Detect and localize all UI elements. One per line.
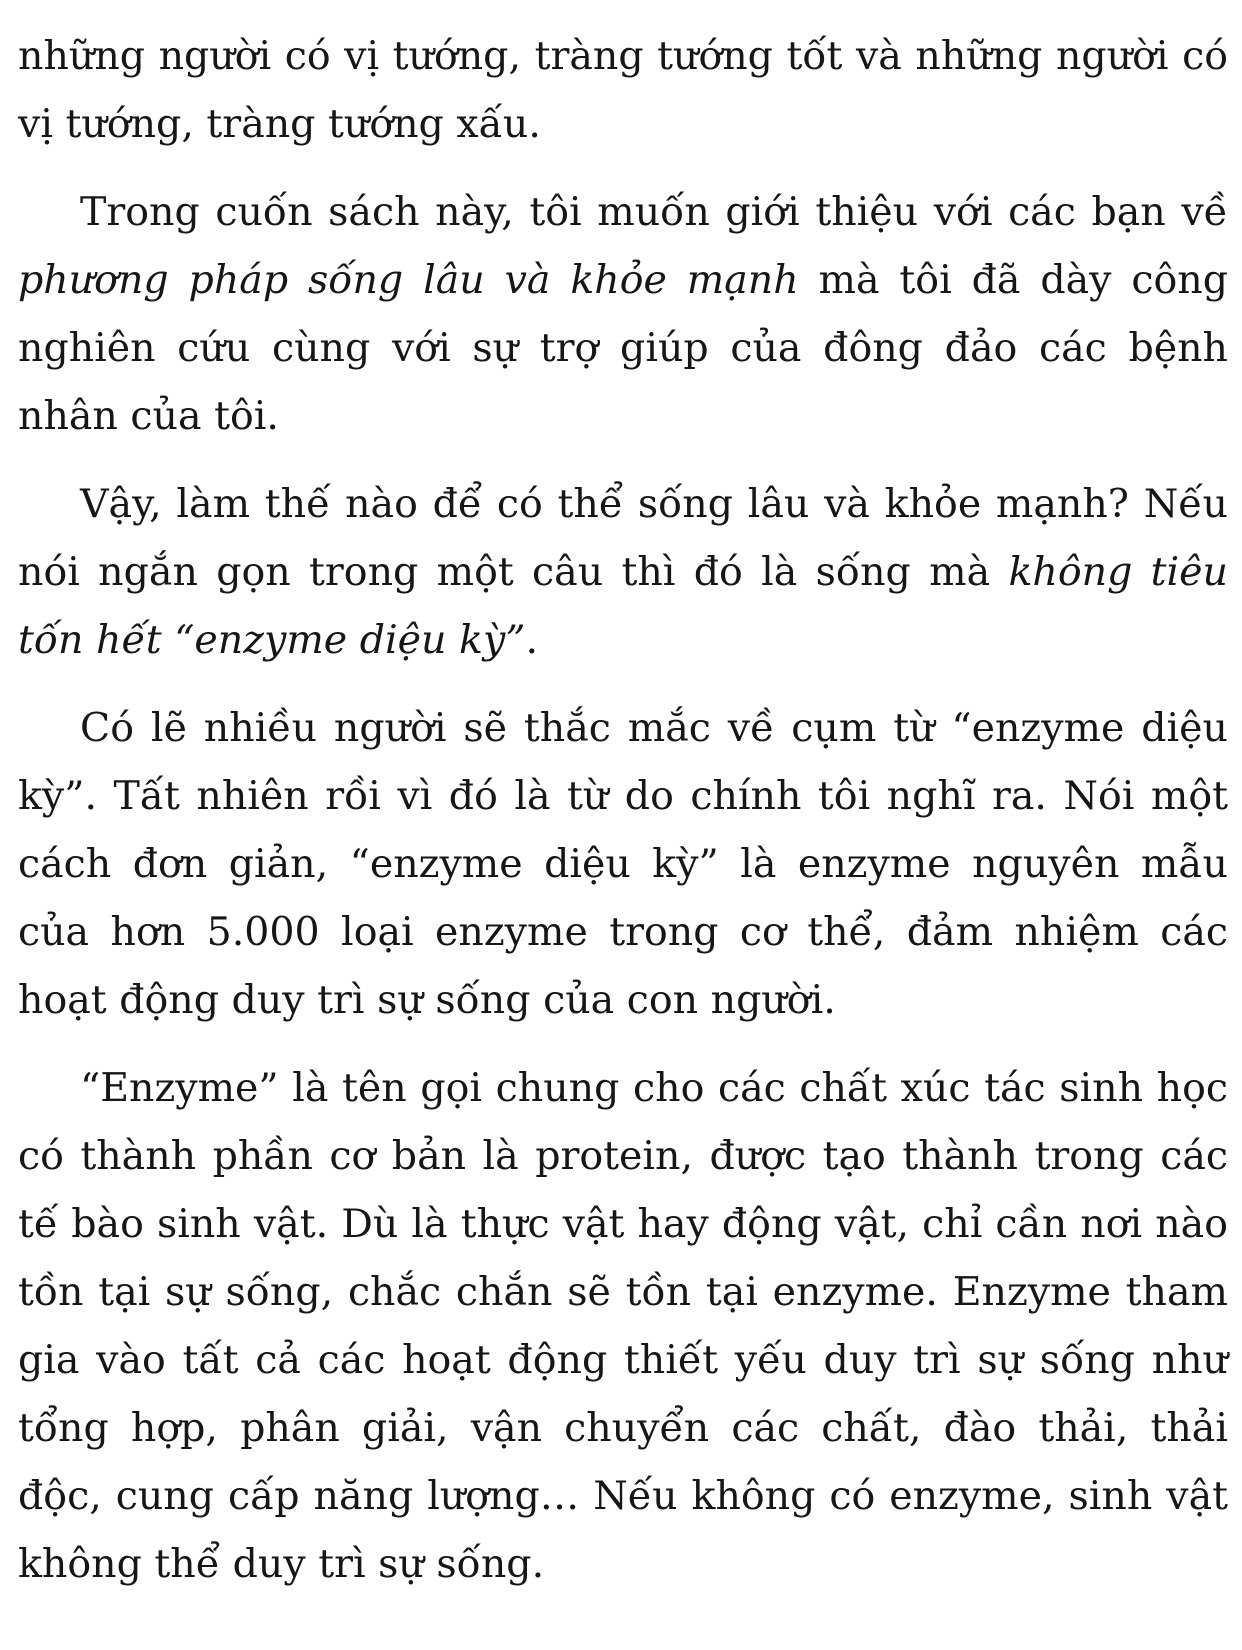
paragraph-1-text: những người có vị tướng, tràng tướng tốt và những người có vị tướng, tràng tướng xấu. [18,33,1228,147]
paragraph-2-text-end: mà tôi đã dày công nghiên cứu cùng với sự trợ giúp của đông đảo các bệnh nhân của tôi. [18,257,1228,439]
paragraph-4-text: Có lẽ nhiều người sẽ thắc mắc về cụm từ “enzyme diệu kỳ”. Tất nhiên rồi vì đó là từ do chính tôi nghĩ ra. Nói một cách đơn giản, “enzyme diệu kỳ” là enzyme nguyên mẫu của hơn 5.000 loại enzyme trong cơ thể, đảm nhiệm các hoạt động duy trì sự sống của con người. [18,705,1228,1023]
paragraph-3-text-start: Vậy, làm thế nào để có thể sống lâu và khỏe mạnh? Nếu nói ngắn gọn trong một câu thì đó là sống mà [18,481,1228,595]
paragraph-3 [18,470,1228,674]
paragraph-2 [18,178,1228,450]
paragraph-5 [18,1054,1228,1598]
paragraph-3-text-end: . [525,617,539,663]
paragraph-2-emphasis: phương pháp sống lâu và khỏe mạnh [18,257,799,303]
paragraph-1 [18,22,1228,158]
paragraph-4 [18,694,1228,1034]
paragraph-2-text-start: Trong cuốn sách này, tôi muốn giới thiệu với các bạn về [80,189,1228,235]
paragraph-5-text: “Enzyme” là tên gọi chung cho các chất xúc tác sinh học có thành phần cơ bản là protein, được tạo thành trong các tế bào sinh vật. Dù là thực vật hay động vật, chỉ cần nơi nào tồn tại sự sống, chắc chắn sẽ tồn tại enzyme. Enzyme tham gia vào tất cả các hoạt động thiết yếu duy trì sự sống như tổng hợp, phân giải, vận chuyển các chất, đào thải, thải độc, cung cấp năng lượng… Nếu không có enzyme, sinh vật không thể duy trì sự sống. [18,1065,1228,1587]
paragraph-3-emphasis: không tiêu tốn hết “enzyme diệu kỳ” [18,549,1228,663]
book-page-text [18,22,1228,1618]
